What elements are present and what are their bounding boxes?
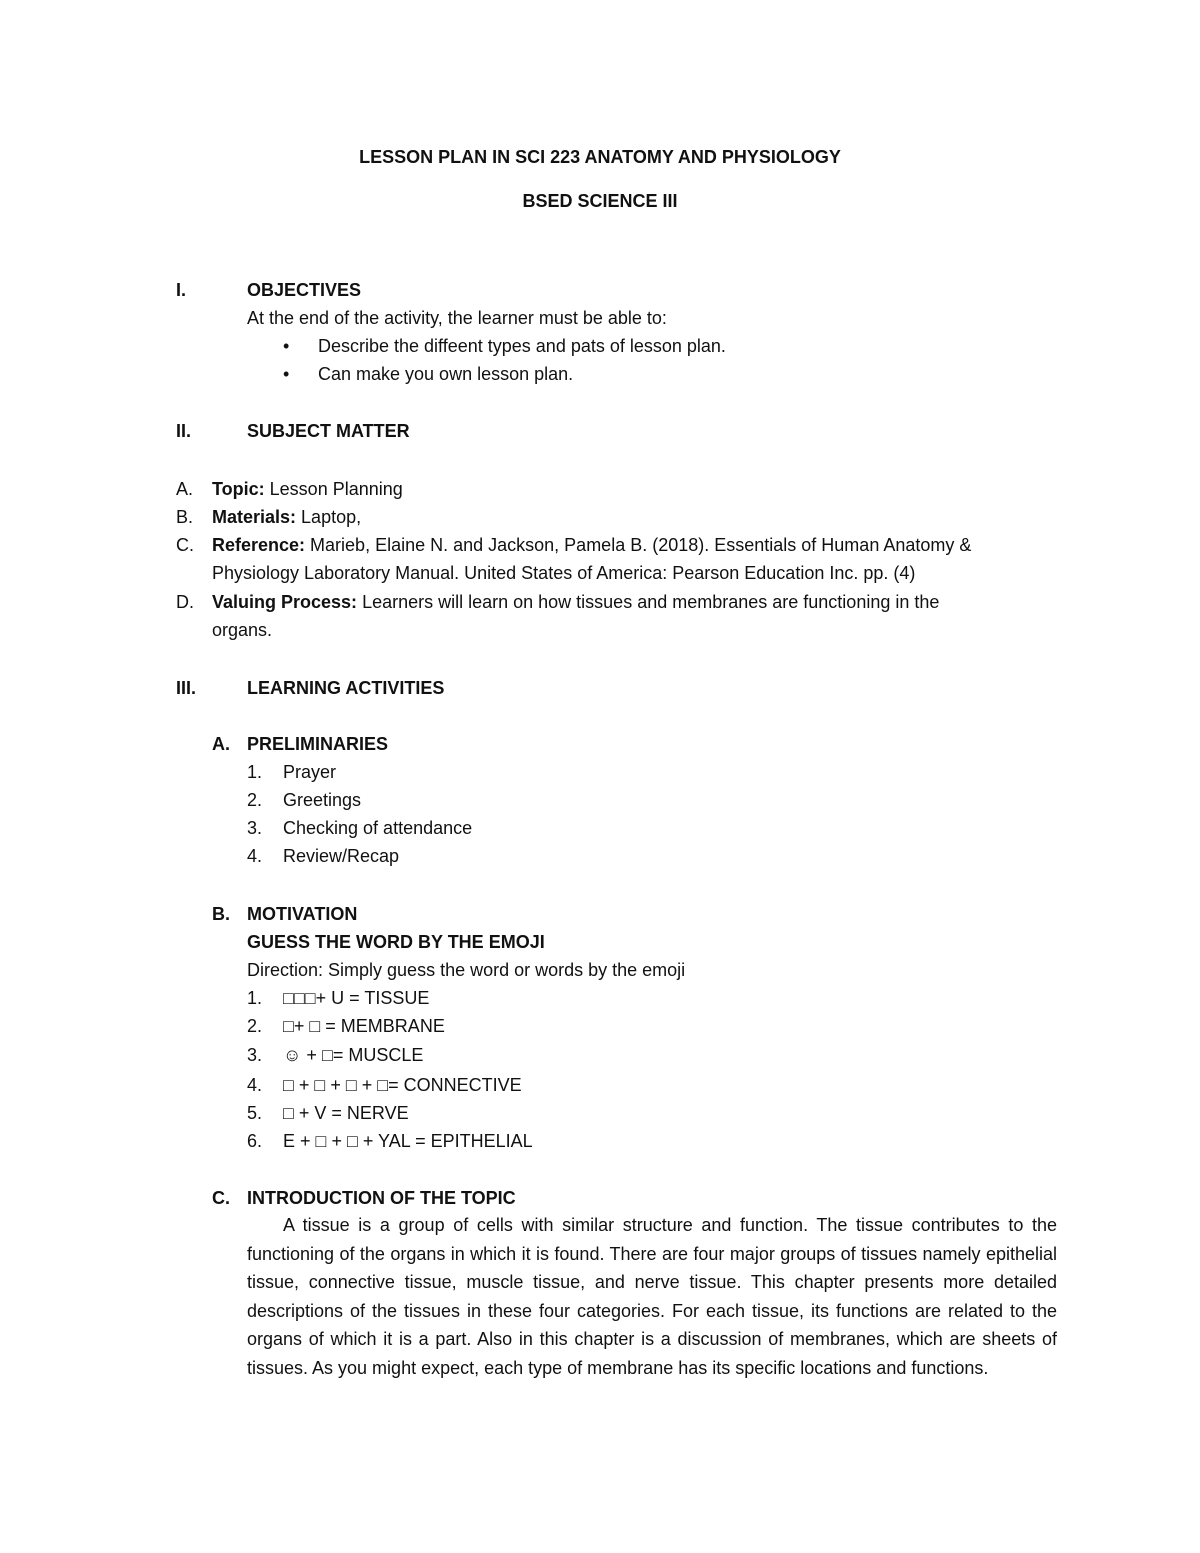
emoji-answer: = MUSCLE xyxy=(332,1045,424,1065)
subsection-letter: C. xyxy=(212,1188,230,1208)
missing-glyph-icon: □ xyxy=(283,1075,294,1095)
section-numeral: I. xyxy=(176,280,187,300)
list-letter: B. xyxy=(176,507,194,527)
materials-line xyxy=(212,505,361,529)
emoji-answer: + V = NERVE xyxy=(298,1103,409,1123)
reference-continued: Physiology Laboratory Manual. United States of America: Pearson Education Inc. pp. (4) xyxy=(212,563,916,583)
list-letter: A. xyxy=(176,479,194,499)
emoji-item xyxy=(283,1073,522,1097)
valuing-label: Valuing Process: xyxy=(212,592,358,612)
missing-glyph-icon: □ xyxy=(314,1075,326,1095)
emoji-item xyxy=(283,986,429,1010)
list-number: 6. xyxy=(247,1131,263,1151)
list-item: Review/Recap xyxy=(283,846,400,866)
objective-item: Describe the diffeent types and pats of lesson plan. xyxy=(318,336,726,356)
missing-glyph-icon: □ xyxy=(377,1075,389,1095)
missing-glyph-icon: □ xyxy=(321,1045,333,1065)
subsection-heading: INTRODUCTION OF THE TOPIC xyxy=(247,1188,516,1208)
plus-sign: + xyxy=(293,1016,305,1036)
section-numeral: II. xyxy=(176,421,192,441)
materials-label: Materials: xyxy=(212,507,297,527)
list-item: Checking of attendance xyxy=(283,818,473,838)
list-number: 4. xyxy=(247,846,263,866)
missing-glyph-icon: □ xyxy=(315,1131,327,1151)
list-number: 1. xyxy=(247,762,263,782)
emoji-prefix: E + xyxy=(283,1131,311,1151)
reference-value: Marieb, Elaine N. and Jackson, Pamela B. (2018). Essentials of Human Anatomy & xyxy=(305,535,972,555)
valuing-line xyxy=(212,590,939,614)
emoji-item xyxy=(283,1014,445,1038)
missing-glyph-icon: □ xyxy=(283,1103,294,1123)
missing-glyph-icon: □ xyxy=(345,1075,357,1095)
plus-sign: + xyxy=(361,1075,373,1095)
subsection-heading: MOTIVATION xyxy=(247,904,358,924)
subsection-letter: A. xyxy=(212,734,230,754)
missing-glyph-icon: □ xyxy=(346,1131,358,1151)
objectives-intro: At the end of the activity, the learner must be able to: xyxy=(247,308,667,328)
topic-line xyxy=(212,477,403,501)
list-item: Prayer xyxy=(283,762,337,782)
missing-glyph-icon: □□□ xyxy=(283,988,316,1008)
muscle-emoji-icon: ☺ xyxy=(283,1045,302,1065)
list-number: 2. xyxy=(247,790,263,810)
list-number: 1. xyxy=(247,988,263,1008)
page-title: LESSON PLAN IN SCI 223 ANATOMY AND PHYSIOLOGY xyxy=(359,147,841,167)
section-numeral: III. xyxy=(176,678,197,698)
topic-value: Lesson Planning xyxy=(264,479,403,499)
emoji-answer: = CONNECTIVE xyxy=(388,1075,522,1095)
intro-paragraph: A tissue is a group of cells with similar structure and function. The tissue contributes to the functioning of the organs in which it is found. There are four major groups of tissues namely epithelial tissue, connective tissue, muscle tissue, and nerve tissue. This chapter presents more detailed descriptions of the tissues in these four categories. For each tissue, its functions are related to the organs of which it is a part. Also in this chapter is a discussion of membranes, which are sheets of tissues. As you might expect, each type of membrane has its specific locations and functions. xyxy=(247,1215,1057,1378)
emoji-item xyxy=(283,1129,533,1153)
topic-label: Topic: xyxy=(212,479,265,499)
page-subtitle: BSED SCIENCE III xyxy=(522,191,678,211)
plus-sign: + xyxy=(331,1131,342,1151)
reference-line xyxy=(212,533,971,557)
emoji-item xyxy=(283,1101,409,1125)
bullet: • xyxy=(283,364,290,384)
list-letter: C. xyxy=(176,535,194,555)
valuing-continued: organs. xyxy=(212,620,273,640)
plus-sign: + xyxy=(306,1045,317,1065)
bullet: • xyxy=(283,336,290,356)
section-heading: OBJECTIVES xyxy=(247,280,362,300)
list-number: 2. xyxy=(247,1016,263,1036)
list-number: 5. xyxy=(247,1103,263,1123)
game-title: GUESS THE WORD BY THE EMOJI xyxy=(247,932,545,952)
emoji-answer: = MEMBRANE xyxy=(325,1016,445,1036)
list-letter: D. xyxy=(176,592,194,612)
objective-item: Can make you own lesson plan. xyxy=(318,364,574,384)
missing-glyph-icon: □ xyxy=(283,1016,294,1036)
reference-label: Reference: xyxy=(212,535,306,555)
missing-glyph-icon: □ xyxy=(309,1016,321,1036)
emoji-item xyxy=(283,1043,423,1067)
emoji-answer: + U = TISSUE xyxy=(315,988,430,1008)
emoji-answer: + YAL = EPITHELIAL xyxy=(362,1131,533,1151)
list-number: 3. xyxy=(247,818,263,838)
valuing-value: Learners will learn on how tissues and membranes are functioning in the xyxy=(357,592,940,612)
plus-sign: + xyxy=(330,1075,341,1095)
list-item: Greetings xyxy=(283,790,362,810)
section-heading: LEARNING ACTIVITIES xyxy=(247,678,445,698)
materials-value: Laptop, xyxy=(296,507,362,527)
game-direction: Direction: Simply guess the word or words by the emoji xyxy=(247,960,686,980)
section-heading: SUBJECT MATTER xyxy=(247,421,410,441)
list-number: 3. xyxy=(247,1045,263,1065)
plus-sign: + xyxy=(298,1075,310,1095)
list-number: 4. xyxy=(247,1075,263,1095)
subsection-letter: B. xyxy=(212,904,230,924)
subsection-heading: PRELIMINARIES xyxy=(247,734,389,754)
